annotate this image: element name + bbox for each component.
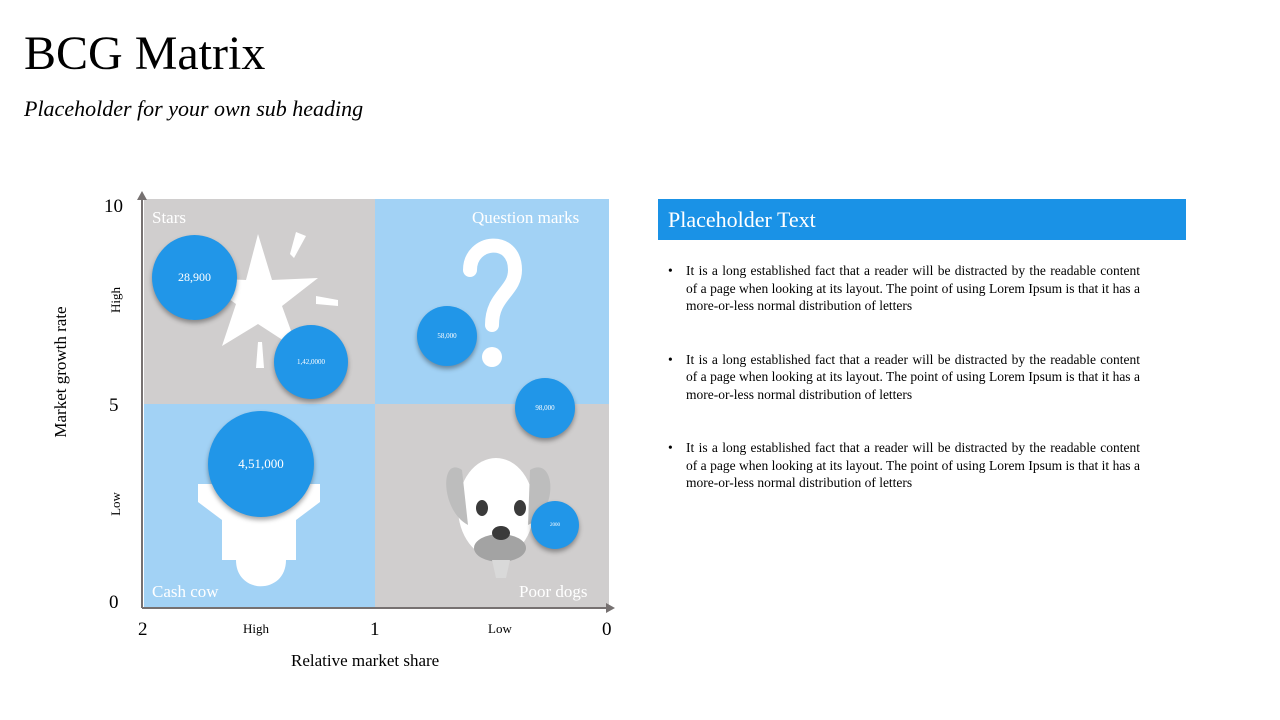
x-level-high: High xyxy=(243,621,269,636)
bullet-text: It is a long established fact that a reader will be distracted by the readable content of a page when looking at its layout. The point of using Lorem Ipsum is that it has a more-or-less normal distribution of letters xyxy=(686,440,1140,490)
bullet-text: It is a long established fact that a reader will be distracted by the readable content of a page when looking at its layout. The point of using Lorem Ipsum is that it has a more-or-less normal distribution of letters xyxy=(686,263,1140,313)
page-subtitle: Placeholder for your own sub heading xyxy=(24,96,364,121)
x-level-low: Low xyxy=(488,621,512,636)
bubble-qm-2: 98,000 xyxy=(515,378,575,438)
question-dot-icon xyxy=(482,347,502,367)
y-level-high: High xyxy=(108,287,123,313)
quadrant-label-question-marks: Question marks xyxy=(472,208,580,227)
bullet-list xyxy=(668,262,1140,528)
y-axis-title: Market growth rate xyxy=(51,306,70,438)
y-tick-0: 0 xyxy=(109,592,119,613)
bullet-text: It is a long established fact that a reader will be distracted by the readable content of a page when looking at its layout. The point of using Lorem Ipsum is that it has a more-or-less normal distribution of letters xyxy=(686,351,1140,402)
bullet-item xyxy=(668,351,1140,404)
y-level-low: Low xyxy=(108,492,123,516)
question-mark-icon xyxy=(470,246,515,325)
quadrant-label-stars: Stars xyxy=(152,208,186,227)
quadrant-label-poor-dogs: Poor dogs xyxy=(519,582,588,601)
bullet-item xyxy=(668,439,1140,492)
bubble-stars-1: 28,900 xyxy=(152,235,237,320)
bubble-stars-2: 1,42,0000 xyxy=(274,325,348,399)
panel-heading: Placeholder Text xyxy=(658,199,1186,240)
bullet-item xyxy=(668,262,1140,315)
x-tick-0: 0 xyxy=(602,619,612,640)
bullet-dot-icon: • xyxy=(668,263,673,278)
x-axis-title: Relative market share xyxy=(291,651,440,670)
bubble-cow-1: 4,51,000 xyxy=(208,411,314,517)
bubble-dogs-1: 2000 xyxy=(531,501,579,549)
bubble-qm-1: 58,000 xyxy=(417,306,477,366)
bullet-dot-icon: • xyxy=(668,351,673,367)
y-tick-5: 5 xyxy=(109,395,119,416)
x-tick-2: 2 xyxy=(138,619,148,640)
y-tick-10: 10 xyxy=(104,196,123,217)
quadrant-label-cash-cow: Cash cow xyxy=(152,582,219,601)
page-title: BCG Matrix xyxy=(24,27,266,80)
bullet-dot-icon: • xyxy=(668,440,673,455)
x-tick-1: 1 xyxy=(370,619,380,640)
